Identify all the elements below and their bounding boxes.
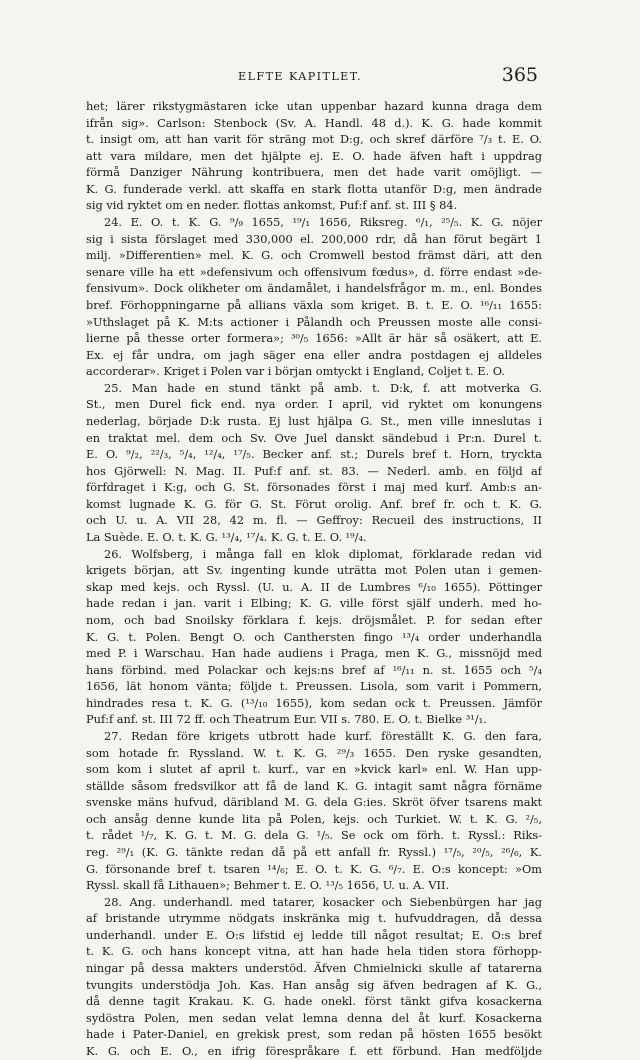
page-number: 365 xyxy=(501,64,538,86)
text-line: förmå Danziger Nährung kontribuera, men det hade varit omöjligt. — xyxy=(86,165,542,180)
text-line: bref. Förhoppningarne på allians växla som kriget. B. t. E. O. ¹⁶/₁₁ 1655: xyxy=(86,297,542,312)
text-line: ningar på dessa makters understöd. Äfven Chmielnicki skulle af tatarerna xyxy=(86,961,542,976)
text-line: K. G. funderade verkl. att skaffa en stark flotta utanför D:g, men ändrade xyxy=(86,181,542,196)
text-line: en traktat mel. dem och Sv. Ove Juel danskt sändebud i Pr:n. Durel t. xyxy=(86,430,542,445)
text-line: lierne på thesse orter formera»; ³⁰/₅ 1656: »Allt är här så osäkert, att E. xyxy=(86,331,542,346)
text-line: svenske mäns hufvud, däribland M. G. dela G:ies. Skröt öfver tsarens makt xyxy=(86,795,542,810)
text-line: hade i Pater-Daniel, en grekisk prest, som redan på hösten 1655 besökt xyxy=(86,1027,542,1042)
text-line: hans förbind. med Polackar och kejs:ns bref af ¹⁶/₁₁ n. st. 1655 och ⁵/₄ xyxy=(86,662,542,677)
text-line: Ex. ej får undra, om jagh säger ena eller andra postdagen ej alldeles xyxy=(86,347,542,362)
text-line: underhandl. under E. O:s lifstid ej ledde till något resultat; E. O:s bref xyxy=(86,927,542,942)
text-line: t. rådet ¹/₇, K. G. t. M. G. dela G. ¹/₅. Se ock om förh. t. Ryssl.: Riks- xyxy=(86,828,542,843)
text-line: af bristande utrymme nödgats inskränka mig t. hufvuddragen, då dessa xyxy=(86,911,542,926)
text-line: hindrades resa t. K. G. (¹³/₁₀ 1655), kom sedan ock t. Preussen. Jämför xyxy=(86,695,542,710)
text-line: 1656, lät honom vänta; följde t. Preussen. Lisola, som varit i Pommern, xyxy=(86,679,542,694)
text-line: Puf:f anf. st. III 72 ff. och Theatrum Eur. VII s. 780. E. O. t. Bielke ³¹/₁. xyxy=(86,712,487,727)
text-line: som kom i slutet af april t. kurf., var en »kvick karl» enl. W. Han upp- xyxy=(86,762,542,777)
text-line: ifrån sig». Carlson: Stenbock (Sv. A. Handl. 48 d.). K. G. hade kommit xyxy=(86,115,542,130)
text-line: skap med kejs. och Ryssl. (U. u. A. II de Lumbres ⁶/₁₀ 1655). Pöttinger xyxy=(86,579,542,594)
text-line: förfdraget i K:g, och G. St. försonades först i maj med kurf. Amb:s an- xyxy=(86,480,542,495)
text-line: »Uthslaget på K. M:ts actioner i Pålandh och Preussen moste alle consi- xyxy=(86,314,542,329)
text-line: 25. Man hade en stund tänkt på amb. t. D:k, f. att motverka G. xyxy=(104,380,542,395)
text-line: E. O. ⁹/₂, ²²/₃, ⁵/₄, ¹²/₄, ¹⁷/₅. Becker anf. st.; Durels bref t. Horn, tryckta xyxy=(86,447,542,462)
text-line: t. insigt om, att han varit för sträng mot D:g, och skref därföre ⁷/₃ t. E. O. xyxy=(86,132,542,147)
text-line: då denne tagit Krakau. K. G. hade onekl. först tänkt gifva kosackerna xyxy=(86,994,542,1009)
text-line: sig vid ryktet om en neder. flottas ankomst, Puf:f anf. st. III § 84. xyxy=(86,198,458,213)
page-header xyxy=(86,64,538,90)
text-line: milj. »Differentien» mel. K. G. och Cromwell bestod främst däri, att den xyxy=(86,248,542,263)
text-line: nom, och bad Snoilsky förklara f. kejs. dröjsmålet. P. for sedan efter xyxy=(86,612,542,627)
running-title: ELFTE KAPITLET. xyxy=(238,70,362,83)
text-line: Ryssl. skall få Lithauen»; Behmer t. E. O. ¹³/₅ 1656, U. u. A. VII. xyxy=(86,878,450,893)
text-line: reg. ²⁹/₁ (K. G. tänkte redan då på ett anfall fr. Ryssl.) ¹⁷/₅, ²⁰/₅, ²⁶/₆, K. xyxy=(86,845,542,860)
text-line: G. försonande bref t. tsaren ¹⁴/₆; E. O. t. K. G. ⁶/₇. E. O:s koncept: »Om xyxy=(86,861,542,876)
text-line: 26. Wolfsberg, i många fall en klok diplomat, förklarade redan vid xyxy=(104,546,542,561)
text-line: het; lärer rikstygmästaren icke utan uppenbar hazard kunna draga dem xyxy=(86,99,542,113)
text-line: 27. Redan före krigets utbrott hade kurf. föreställt K. G. den fara, xyxy=(104,728,542,743)
notes-body xyxy=(86,98,542,1060)
text-line: med P. i Warschau. Han hade audiens i Praga, men K. G., missnöjd med xyxy=(86,646,542,661)
text-line: ställde såsom fredsvilkor att få de land K. G. intagit samt några förnäme xyxy=(86,778,542,793)
text-line: sydöstra Polen, men sedan velat lemna denna del åt kurf. Kosackerna xyxy=(86,1010,542,1025)
text-line: fensivum». Dock olikheter om ändamålet, i handelsfrågor m. m., enl. Bondes xyxy=(86,281,542,296)
text-line: t. K. G. och hans koncept vitna, att han hade hela tiden stora förhopp- xyxy=(86,944,542,959)
text-line: nederlag, började D:k rusta. Ej lust hjälpa G. St., men ville inneslutas i xyxy=(86,413,542,428)
text-line: och ansåg denne kunde lita på Polen, kejs. och Turkiet. W. t. K. G. ²/₅, xyxy=(86,811,542,826)
text-line: K. G. och E. O., en ifrig förespråkare f. ett förbund. Han medföljde xyxy=(86,1043,542,1058)
text-line: och U. u. A. VII 28, 42 m. fl. — Geffroy: Recueil des instructions, II xyxy=(86,513,542,528)
text-line: tvungits understödja Joh. Kas. Han ansåg sig äfven bedragen af K. G., xyxy=(86,977,542,992)
text-line: St., men Durel fick end. nya order. I april, vid ryktet om konungens xyxy=(86,397,542,412)
text-line: senare ville ha ett »defensivum och offensivum fœdus», d. förre endast »de- xyxy=(86,264,542,279)
text-line: sig i sista förslaget med 330,000 el. 200,000 rdr, då han förut begärt 1 xyxy=(86,231,542,246)
text-line: K. G. t. Polen. Bengt O. och Canthersten fingo ¹³/₄ order underhandla xyxy=(86,629,542,644)
text-line: La Suède. E. O. t. K. G. ¹³/₄, ¹⁷/₄. K. G. t. E. O. ¹⁹/₄. xyxy=(86,530,367,545)
text-line: krigets början, att Sv. ingenting kunde uträtta mot Polen utan i gemen- xyxy=(86,563,542,578)
text-line: som hotade fr. Ryssland. W. t. K. G. ²⁹/₃ 1655. Den ryske gesandten, xyxy=(86,745,542,760)
text-line: att vara mildare, men det hjälpte ej. E. O. hade äfven haft i uppdrag xyxy=(86,148,542,163)
text-line: komst lugnade K. G. för G. St. Förut orolig. Anf. bref fr. och t. K. G. xyxy=(86,496,542,511)
text-line: accorderar». Kriget i Polen var i början omtyckt i England, Coljet t. E. O. xyxy=(86,364,505,379)
text-line: hade redan i jan. varit i Elbing; K. G. ville först själf underh. med ho- xyxy=(86,596,542,611)
text-line: 24. E. O. t. K. G. ⁹/₉ 1655, ¹⁹/₁ 1656, Riksreg. ⁶/₁, ²⁵/₅. K. G. nöjer xyxy=(104,215,542,230)
text-line: hos Gjörwell: N. Mag. II. Puf:f anf. st. 83. — Nederl. amb. en följd af xyxy=(86,463,542,478)
text-line: 28. Ang. underhandl. med tatarer, kosacker och Siebenbürgen har jag xyxy=(104,894,542,909)
